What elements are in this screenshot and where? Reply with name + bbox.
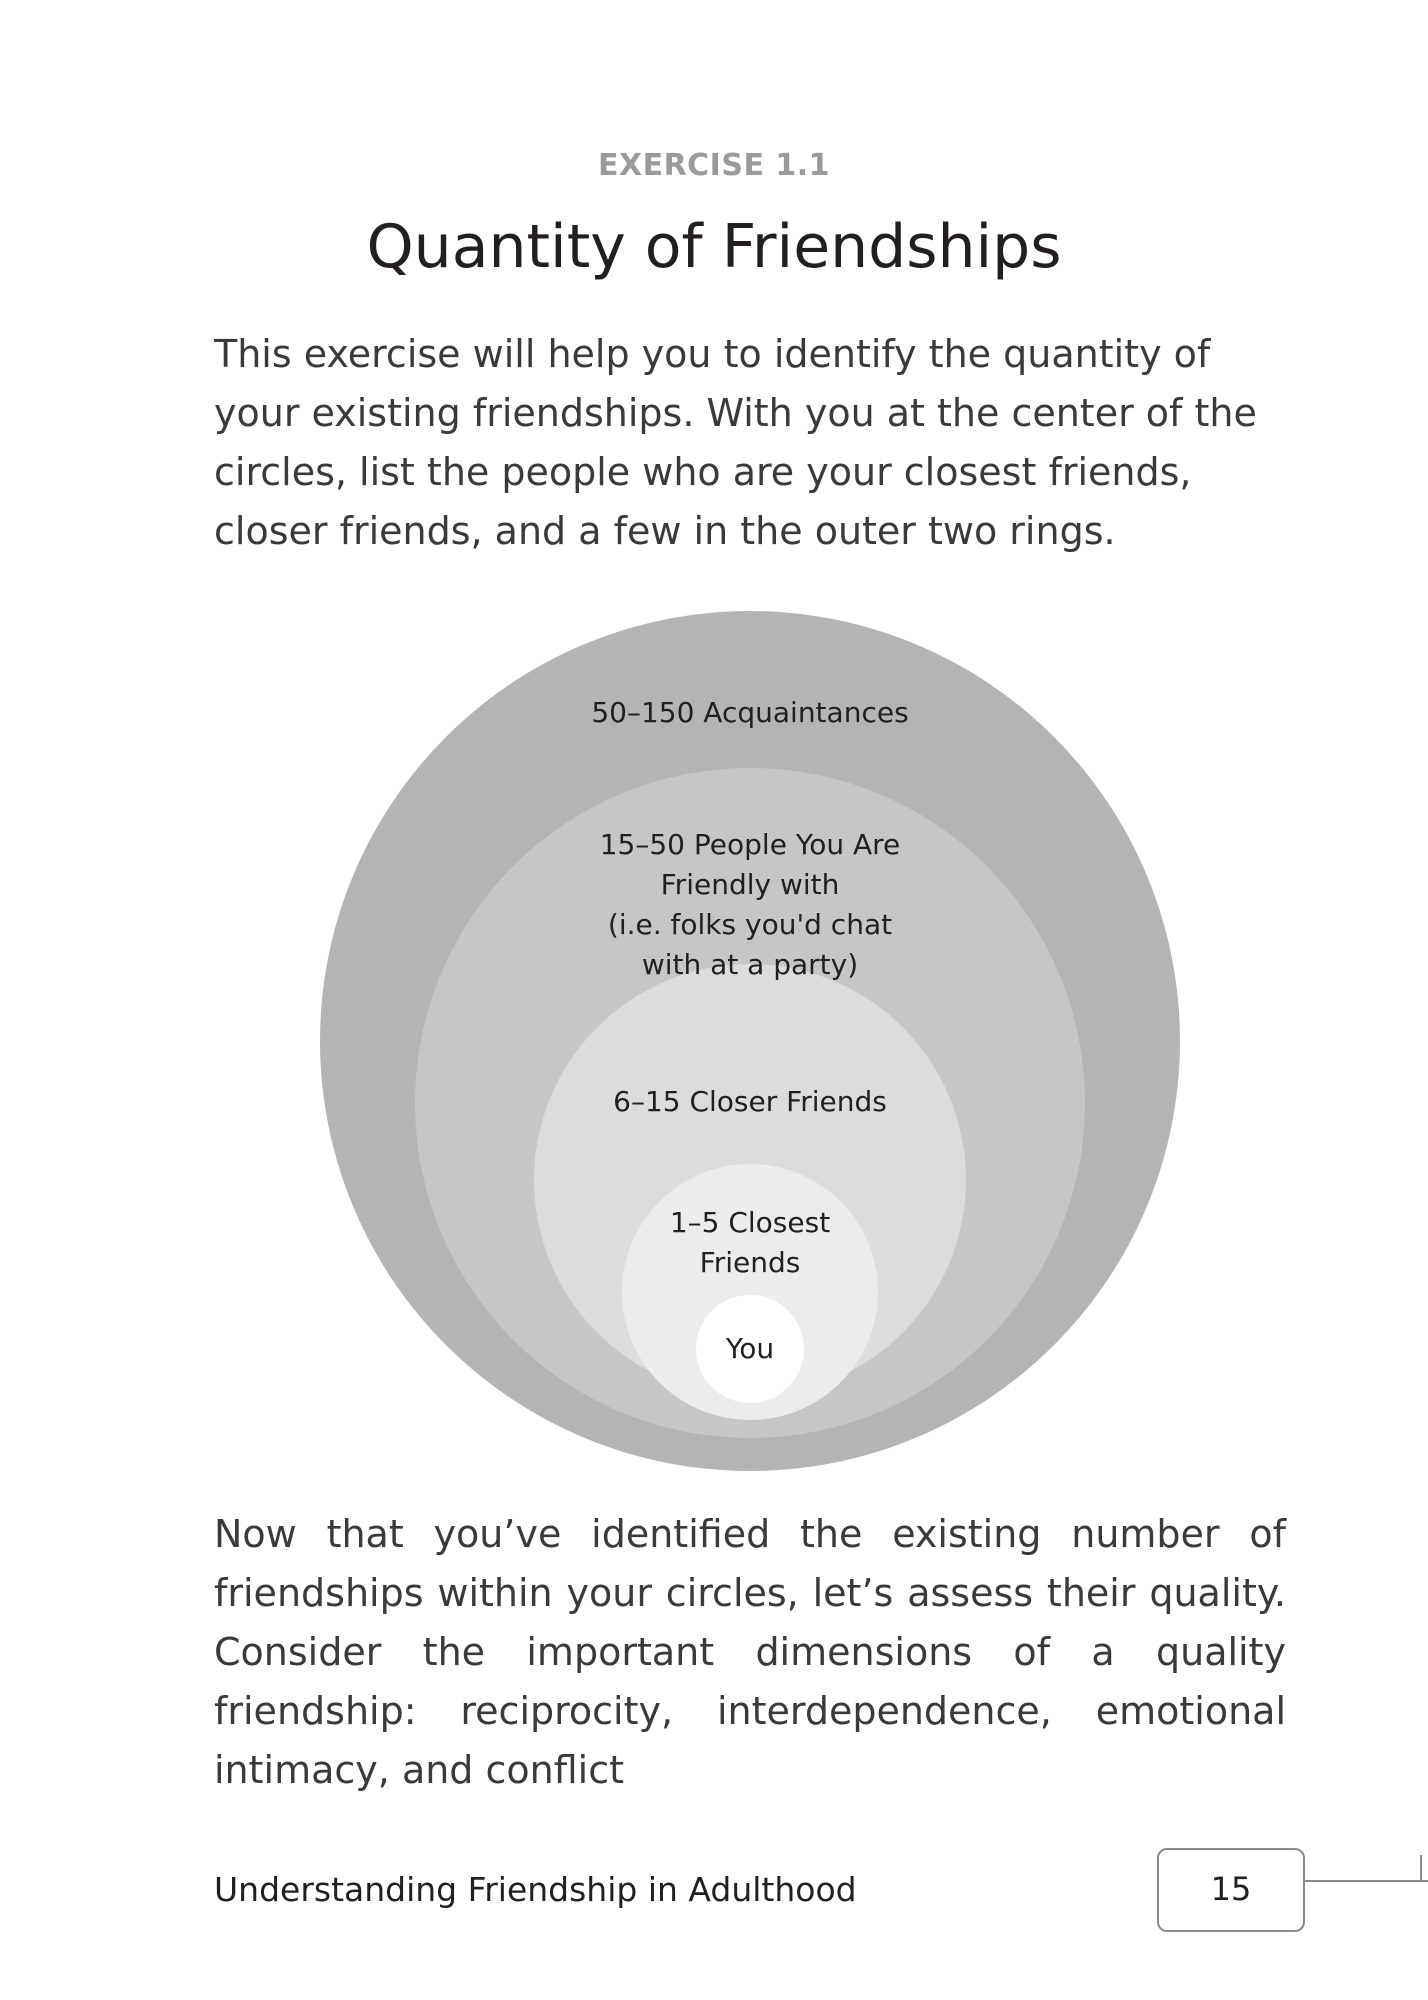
closest-friends-label: 1–5 Closest Friends: [669, 1206, 831, 1279]
closer-friends-label: 6–15 Closer Friends: [613, 1085, 887, 1118]
page-tab-line: [1305, 1880, 1428, 1882]
page-number: 15: [1210, 1870, 1252, 1908]
exercise-label: EXERCISE 1.1: [597, 148, 831, 183]
you-label: You: [725, 1332, 775, 1365]
exercise-title: Quantity of Friendships: [366, 212, 1062, 282]
intro-paragraph: This exercise will help you to identify the quantity of your existing friendships. With you at the center of the circles, list the people who are your closest friends, closer friends, and a few in the outer two rings.: [214, 332, 1257, 553]
acquaintances-label: 50–150 Acquaintances: [591, 696, 909, 729]
outro-paragraph: Now that you’ve identified the existing number of friendships within your circles, let’s assess their quality. Consider the important dimensions of a quality friendship: reciprocity, interdependence, emotional intimacy, and conflict: [214, 1512, 1286, 1792]
page-tab-tick: [1420, 1855, 1422, 1881]
running-footer-title: Understanding Friendship in Adulthood: [214, 1870, 857, 1909]
friendly-label: 15–50 People You Are Friendly with (i.e. folks you'd chat with at a party): [599, 828, 901, 981]
